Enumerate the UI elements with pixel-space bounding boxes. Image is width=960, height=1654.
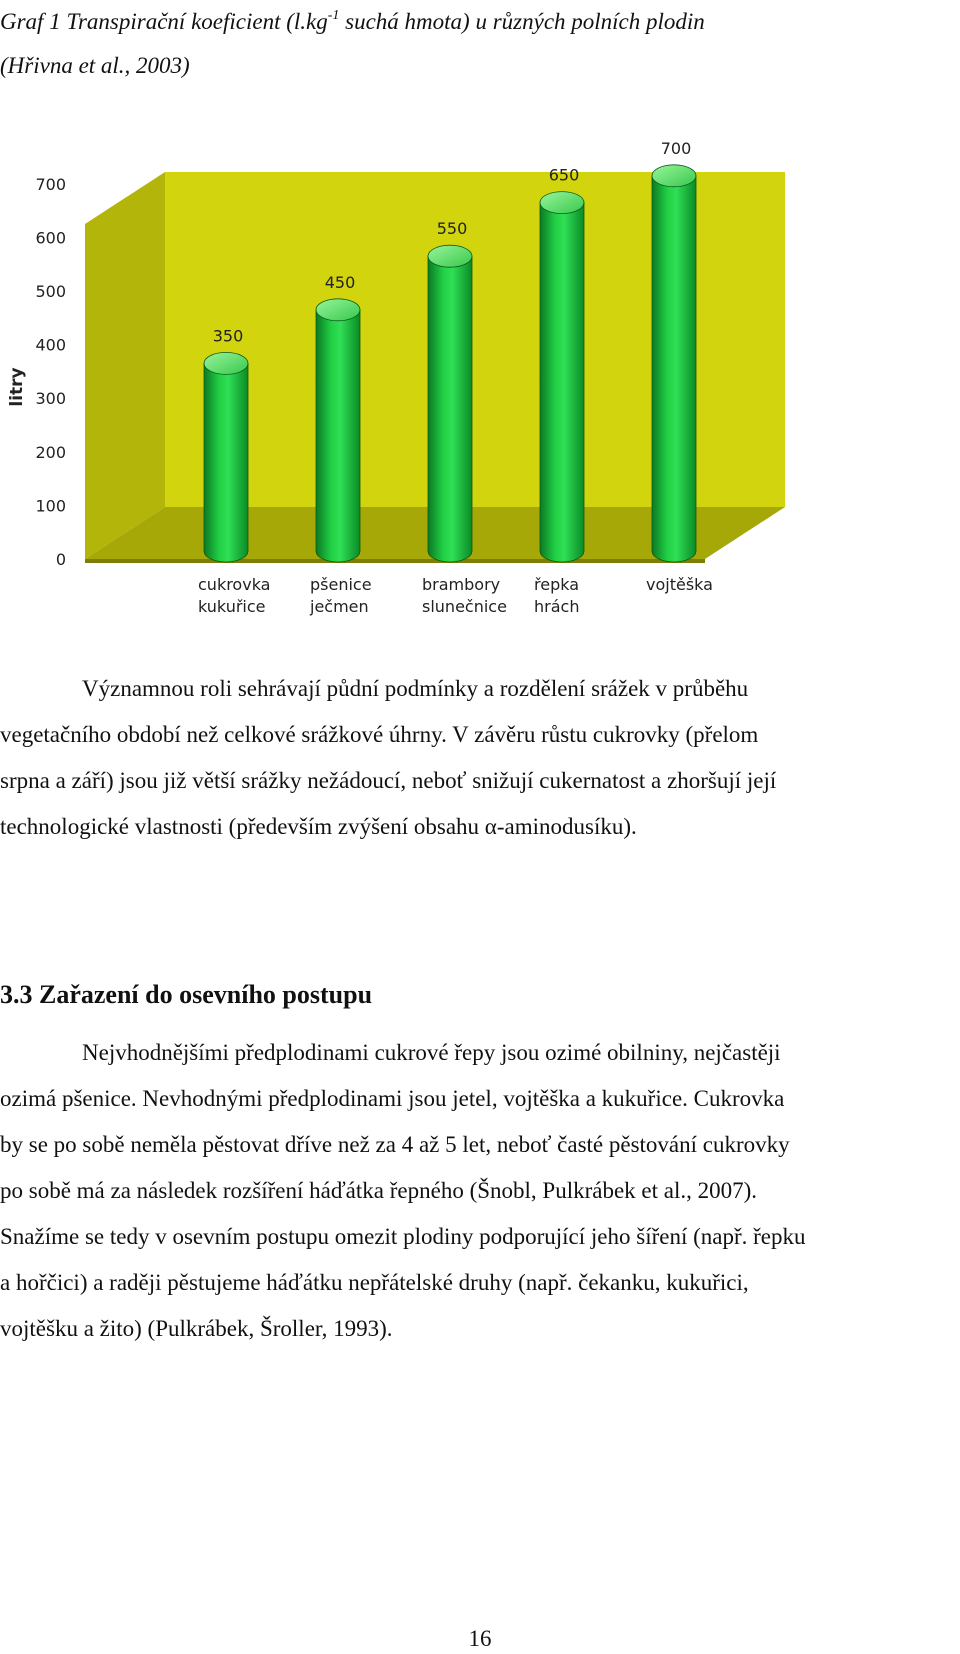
category-label-line: ječmen <box>310 597 369 616</box>
caption-line-2 <box>0 44 960 88</box>
bar-value-label: 550 <box>436 219 468 239</box>
category-label <box>534 575 579 616</box>
bar-value-label: 700 <box>660 138 692 158</box>
category-label <box>646 575 713 594</box>
para2-line: Snažíme se tedy v osevním postupu omezit plodiny podporující jeho šíření (např. řepku <box>0 1224 806 1249</box>
para2-line: by se po sobě neměla pěstovat dříve než za 4 až 5 let, neboť časté pěstování cukrovky <box>0 1132 790 1157</box>
bar-value-label: 450 <box>324 272 356 292</box>
bar-top <box>428 245 472 267</box>
y-tick-label: 200 <box>35 442 66 462</box>
category-label-line: brambory <box>422 575 501 594</box>
y-tick-label: 500 <box>35 282 66 301</box>
para1-line: srpna a září) jsou již větší srážky nežádoucí, neboť snižují cukernatost a zhoršují její <box>0 768 777 793</box>
category-label-line: slunečnice <box>422 597 507 616</box>
y-tick-label: 600 <box>35 228 66 248</box>
bar-top <box>540 192 584 214</box>
x-axis-categories <box>198 575 713 616</box>
bar-value-label: 650 <box>548 165 580 185</box>
y-tick-label: 300 <box>35 389 66 409</box>
para2-line: po sobě má za následek rozšíření háďátka řepného (Šnobl, Pulkrábek et al., 2007). <box>0 1178 758 1203</box>
figure-caption <box>0 0 960 88</box>
category-label <box>198 575 270 616</box>
y-tick-label: 0 <box>55 550 66 569</box>
bar-top <box>652 165 696 187</box>
category-label-line: pšenice <box>310 575 372 594</box>
category-label-line: cukrovka <box>198 575 271 594</box>
paragraph-1 <box>0 666 960 850</box>
y-tick-label: 100 <box>35 496 66 516</box>
bar-top <box>204 352 248 374</box>
category-label <box>309 575 372 616</box>
chart-side-wall <box>85 172 165 559</box>
chart-floor-edge <box>85 559 705 563</box>
bar-value-label: 350 <box>212 326 244 346</box>
section-heading: 3.3 Zařazení do osevního postupu <box>0 980 373 1009</box>
caption-superscript: -1 <box>327 8 340 23</box>
bar-cylinder <box>204 326 248 562</box>
category-label-line: hrách <box>534 597 580 616</box>
category-label-line: vojtěška <box>646 575 713 594</box>
bar-body <box>428 256 472 562</box>
bar-body <box>316 310 360 562</box>
para2-line: vojtěšku a žito) (Pulkrábek, Šroller, 1993). <box>0 1316 393 1341</box>
para2-line: Nejvhodnějšími předplodinami cukrové řepy jsou ozimé obilniny, nejčastěji <box>82 1040 781 1065</box>
category-label <box>422 575 507 616</box>
y-axis-label: litry <box>7 367 27 407</box>
para1-line: Významnou roli sehrávají půdní podmínky a rozdělení srážek v průběhu <box>82 676 749 701</box>
bar-cylinder <box>428 219 472 562</box>
bar-body <box>204 363 248 562</box>
bar-body <box>540 203 584 562</box>
bar-cylinder <box>652 139 696 562</box>
para2-line: a hořčici) a raději pěstujeme háďátku nepřátelské druhy (např. čekanku, kukuřici, <box>0 1270 749 1295</box>
paragraph-2 <box>0 1030 960 1352</box>
bar-body <box>652 176 696 562</box>
caption-text-1: Graf 1 Transpirační koeficient ($l.kg^{-1}$ suchá hmota) u různých polních plodin <box>0 8 705 34</box>
para1-line: vegetačního období než celkové srážkové úhrny. V závěru růstu cukrovky (přelom <box>0 722 759 747</box>
caption-text-2: (Hřivna et al., 2003) <box>0 53 190 78</box>
para1-line: technologické vlastnosti (především zvýšení obsahu α-aminodusíku). <box>0 814 637 839</box>
category-label-line: řepka <box>534 575 580 594</box>
y-axis-ticks <box>35 175 66 569</box>
bar-cylinder <box>540 166 584 562</box>
para2-line: ozimá pšenice. Nevhodnými předplodinami jsou jetel, vojtěška a kukuřice. Cukrovka <box>0 1086 785 1111</box>
caption-line-1 <box>0 0 960 44</box>
bar-chart <box>0 92 713 622</box>
y-tick-label: 700 <box>35 174 66 194</box>
page-number: 16 <box>468 1626 492 1651</box>
category-label-line: kukuřice <box>198 597 266 616</box>
y-tick-label: 400 <box>35 335 66 355</box>
bar-cylinder <box>316 273 360 562</box>
bar-top <box>316 299 360 321</box>
